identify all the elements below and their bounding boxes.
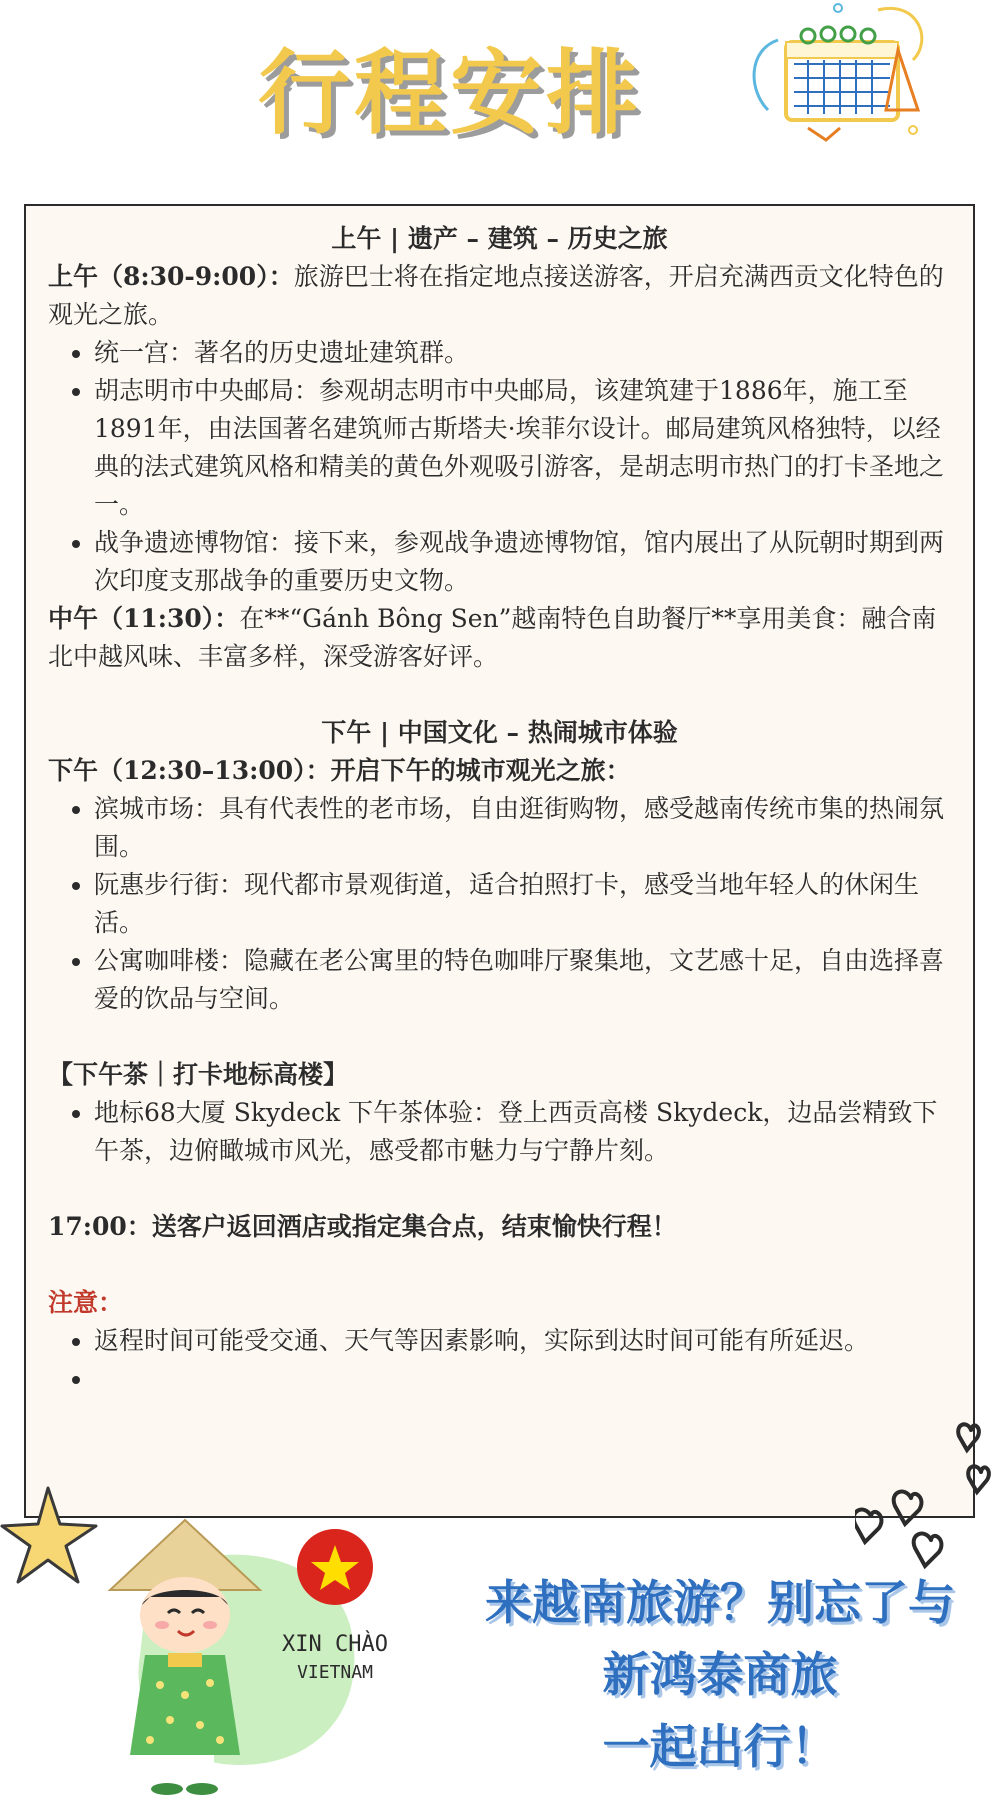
morning-intro-label: 上午（8:30-9:00）： (48, 262, 294, 291)
list-item: • 战争遗迹博物馆：接下来，参观战争遗迹博物馆，馆内展出了从阮朝时期到两次印度支那战争的重要历史文物。 (94, 524, 951, 600)
greeting-sign (265, 1630, 405, 1686)
lunch-text (48, 600, 951, 676)
tea-heading-label: 【下午茶｜打卡地标高楼】 (48, 1060, 349, 1089)
tagline-line-2: 新鸿泰商旅 (602, 1648, 838, 1703)
list-item: • 胡志明市中央邮局：参观胡志明市中央邮局，该建筑建于1886年，施工至1891年，由法国著名建筑师古斯塔夫·埃菲尔设计。邮局建筑风格独特，以经典的法式建筑风格和精美的黄色外观吸引游客，是胡志明市热门的打卡圣地之一。 (94, 372, 951, 524)
afternoon-intro-label: 下午（12:30–13:00）：开启下午的城市观光之旅： (48, 756, 631, 785)
afternoon-heading: 下午 | 中国文化 – 热闹城市体验 (321, 718, 678, 747)
notes-list (48, 1322, 951, 1398)
list-item: • 公寓咖啡楼：隐藏在老公寓里的特色咖啡厅聚集地，文艺感十足，自由选择喜爱的饮品与空间。 (94, 942, 951, 1018)
list-item: • 滨城市场：具有代表性的老市场，自由逛街购物，感受越南传统市集的热闹氛围。 (94, 790, 951, 866)
itinerary-card (24, 204, 975, 1518)
list-item: • 统一宫：著名的历史遗址建筑群。 (94, 334, 951, 372)
list-item: • 阮惠步行街：现代都市景观街道，适合拍照打卡，感受当地年轻人的休闲生活。 (94, 866, 951, 942)
tea-heading (48, 1056, 951, 1094)
ending-label: 17:00：送客户返回酒店或指定集合点，结束愉快行程！ (48, 1212, 677, 1241)
list-item (94, 1360, 951, 1398)
list-item: • 地标68大厦 Skydeck 下午茶体验：登上西贡高楼 Skydeck，边品尝精致下午茶，边俯瞰城市风光，感受都市魅力与宁静片刻。 (94, 1094, 951, 1170)
lunch-label: 中午（11:30）： (48, 604, 240, 633)
tea-list (48, 1094, 951, 1170)
note-title: 注意： (48, 1288, 124, 1317)
hearts-icon (855, 1410, 995, 1590)
star-icon (0, 1482, 100, 1592)
afternoon-intro (48, 752, 951, 790)
tagline-line-1: 来越南旅游？别忘了与 (485, 1576, 955, 1631)
list-item: • 返程时间可能受交通、天气等因素影响，实际到达时间可能有所延迟。 (94, 1322, 951, 1360)
morning-intro (48, 258, 951, 334)
mascot-illustration (90, 1515, 420, 1800)
calendar-icon (748, 0, 938, 150)
morning-heading: 上午 | 遗产 – 建筑 – 历史之旅 (331, 224, 668, 253)
greeting-line-2: VIETNAM (297, 1662, 373, 1683)
tagline-line-3: 一起出行！ (602, 1720, 838, 1775)
greeting-line-1: XIN CHÀO (282, 1632, 388, 1657)
morning-intro-text: 旅游巴士将在指定地点接送游客，开启充满西贡文化特色的观光之旅。 (48, 262, 944, 329)
page-title: 行程安排 (257, 40, 642, 147)
tagline (455, 1568, 985, 1784)
morning-list (48, 334, 951, 600)
afternoon-list (48, 790, 951, 1018)
lunch-body: 在**“Gánh Bông Sen”越南特色自助餐厅**享用美食：融合南北中越风味、丰富多样，深受游客好评。 (48, 604, 937, 671)
ending-text (48, 1208, 951, 1246)
